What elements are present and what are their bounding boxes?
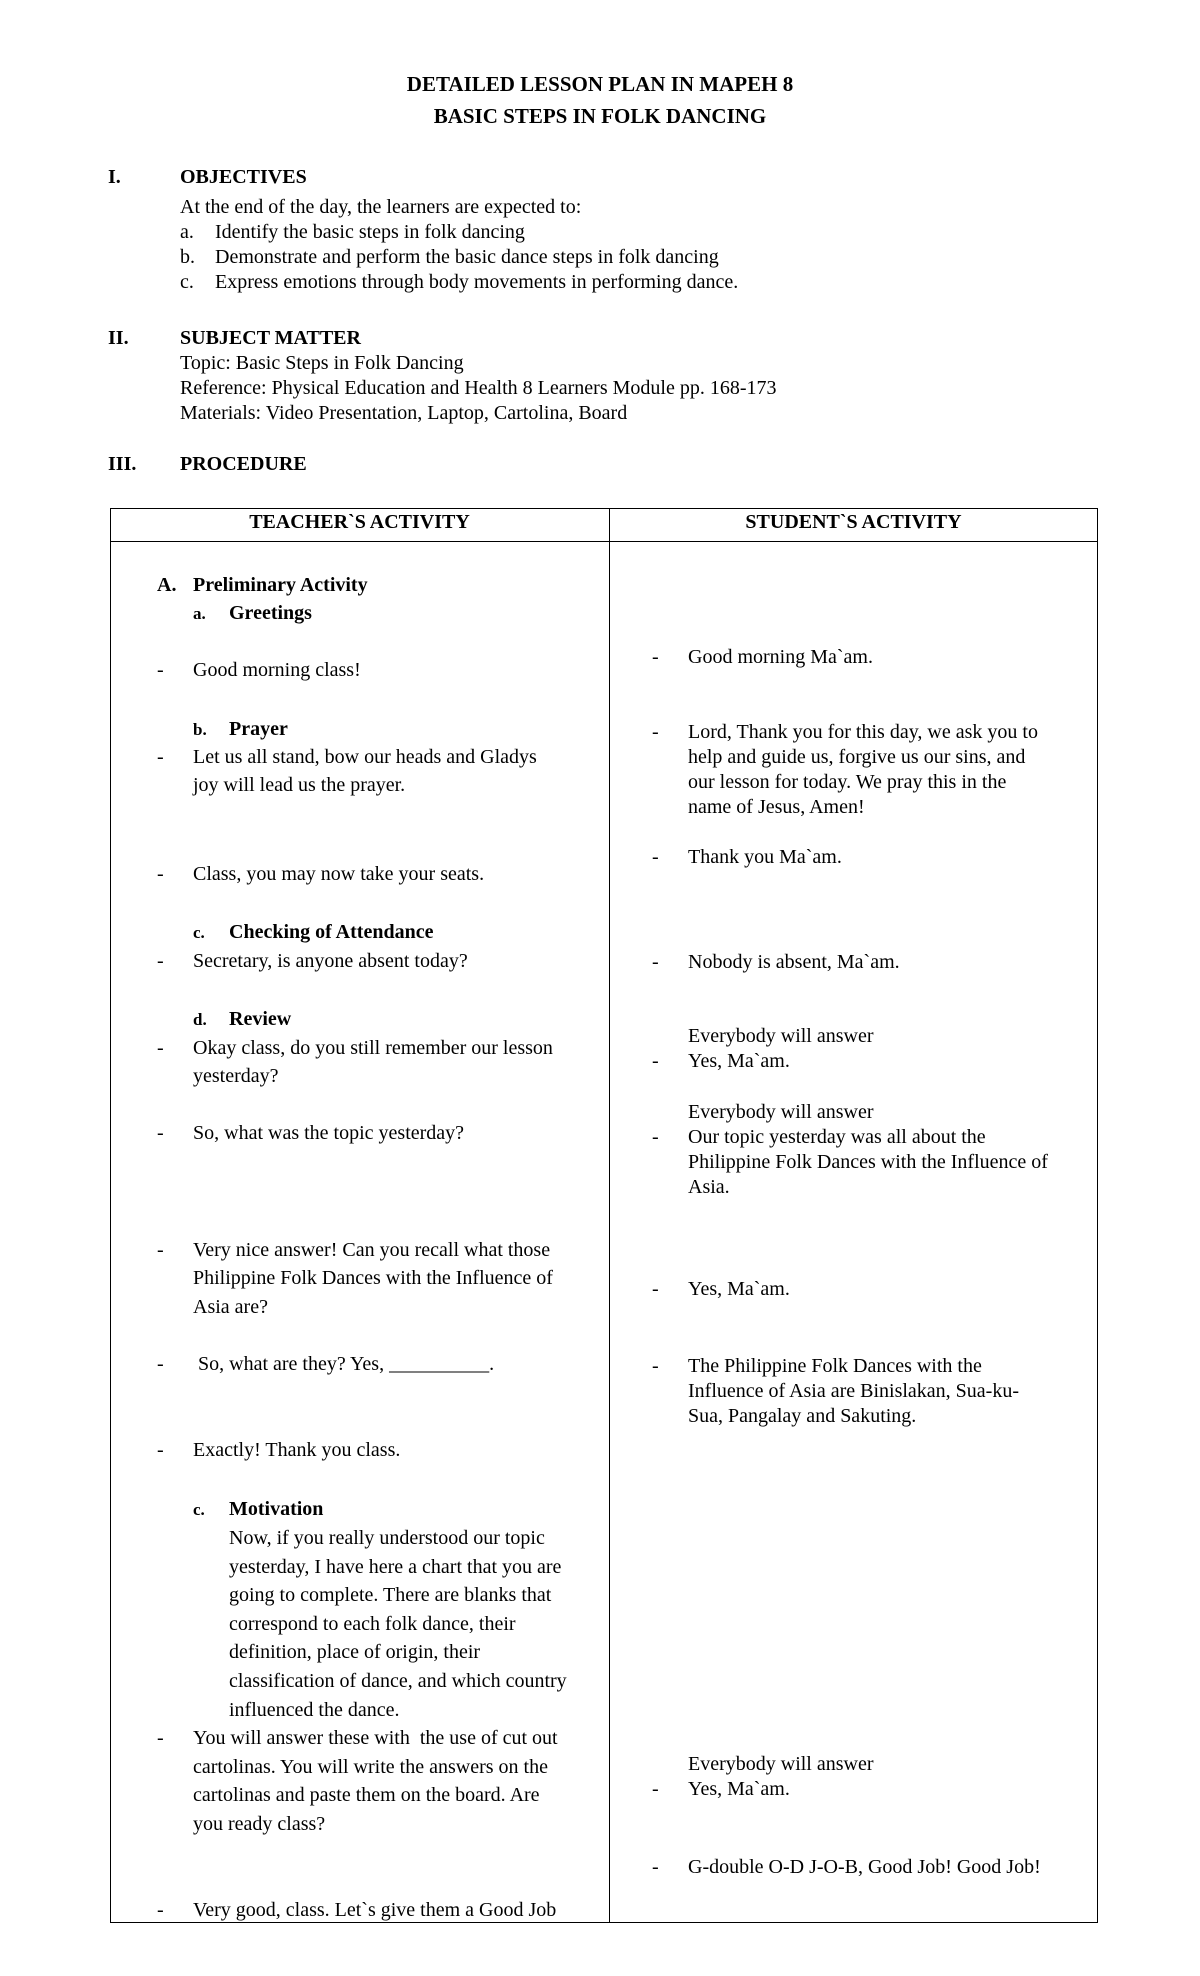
procedure-heading: PROCEDURE [180, 453, 307, 475]
student-line: G-double O-D J-O-B, Good Job! Good Job! [688, 1856, 1041, 1878]
preliminary-activity-heading: Preliminary Activity [193, 574, 368, 596]
section-number-objectives: I. [108, 166, 121, 188]
student-line: Good morning Ma`am. [688, 646, 873, 668]
motivation-line: definition, place of origin, their [229, 1641, 481, 1663]
subsection-letter: d. [193, 1010, 207, 1029]
section-number-procedure: III. [108, 453, 137, 475]
bullet-dash: - [652, 951, 659, 973]
motivation-heading: Motivation [229, 1498, 324, 1520]
teacher-line: cartolinas. You will write the answers on the [193, 1756, 548, 1778]
bullet-dash: - [157, 1122, 164, 1144]
subject-topic: Topic: Basic Steps in Folk Dancing [180, 352, 464, 374]
attendance-heading: Checking of Attendance [229, 921, 434, 943]
teacher-line: Asia are? [193, 1296, 268, 1318]
review-heading: Review [229, 1008, 292, 1030]
document-title: DETAILED LESSON PLAN IN MAPEH 8 [406, 72, 794, 96]
bullet-dash: - [157, 659, 164, 681]
bullet-dash: - [157, 1353, 164, 1375]
prayer-heading: Prayer [229, 718, 288, 740]
student-line: our lesson for today. We pray this in the [688, 771, 1007, 793]
bullet-dash: - [157, 746, 164, 768]
motivation-line: Now, if you really understood our topic [229, 1527, 545, 1549]
student-line: Influence of Asia are Binislakan, Sua-ku- [688, 1380, 1020, 1402]
bullet-dash: - [652, 1050, 659, 1072]
subsection-letter: a. [193, 604, 206, 623]
teacher-activity-header: TEACHER`S ACTIVITY [249, 511, 470, 533]
bullet-dash: - [652, 1355, 659, 1377]
teacher-line: Okay class, do you still remember our lesson [193, 1037, 553, 1059]
bullet-dash: - [652, 721, 659, 743]
subject-reference: Reference: Physical Education and Health 8 Learners Module pp. 168-173 [180, 377, 777, 399]
bullet-dash: - [157, 1037, 164, 1059]
greetings-heading: Greetings [229, 602, 312, 624]
document-subtitle: BASIC STEPS IN FOLK DANCING [433, 104, 767, 128]
student-line: name of Jesus, Amen! [688, 796, 865, 818]
bullet-dash: - [652, 1126, 659, 1148]
teacher-line: Class, you may now take your seats. [193, 863, 485, 885]
teacher-line: So, what was the topic yesterday? [193, 1122, 465, 1144]
bullet-dash: - [652, 646, 659, 668]
bullet-dash: - [652, 1856, 659, 1878]
bullet-dash: - [157, 950, 164, 972]
objective-item: Identify the basic steps in folk dancing [215, 221, 525, 243]
subsection-letter: b. [193, 720, 207, 739]
table-column-divider [609, 508, 610, 1923]
student-line: help and guide us, forgive us our sins, and [688, 746, 1026, 768]
teacher-line: yesterday? [193, 1065, 279, 1087]
objectives-heading: OBJECTIVES [180, 166, 307, 188]
section-number-subject: II. [108, 327, 129, 349]
student-line: Everybody will answer [688, 1101, 874, 1123]
student-line: Philippine Folk Dances with the Influence of [688, 1151, 1048, 1173]
subsection-letter: c. [193, 923, 205, 942]
student-line: The Philippine Folk Dances with the [688, 1355, 982, 1377]
objective-letter: b. [180, 246, 195, 268]
student-line: Yes, Ma`am. [688, 1278, 790, 1300]
table-header-divider [110, 541, 1098, 542]
teacher-line: joy will lead us the prayer. [193, 774, 406, 796]
teacher-line: Very nice answer! Can you recall what those [193, 1239, 551, 1261]
objective-letter: c. [180, 271, 194, 293]
teacher-line: Philippine Folk Dances with the Influence of [193, 1267, 553, 1289]
teacher-line: cartolinas and paste them on the board. Are [193, 1784, 540, 1806]
objective-item: Express emotions through body movements in performing dance. [215, 271, 739, 293]
motivation-line: correspond to each folk dance, their [229, 1613, 516, 1635]
teacher-line: Very good, class. Let`s give them a Good Job [193, 1899, 557, 1921]
objective-letter: a. [180, 221, 194, 243]
bullet-dash: - [652, 846, 659, 868]
teacher-line: Let us all stand, bow our heads and Gladys [193, 746, 537, 768]
student-line: Yes, Ma`am. [688, 1050, 790, 1072]
bullet-dash: - [652, 1278, 659, 1300]
subsection-letter: c. [193, 1500, 205, 1519]
bullet-dash: - [652, 1778, 659, 1800]
teacher-line: You will answer these with the use of cut out [193, 1727, 558, 1749]
student-line: Asia. [688, 1176, 730, 1198]
subject-materials: Materials: Video Presentation, Laptop, Cartolina, Board [180, 402, 628, 424]
teacher-line: you ready class? [193, 1813, 326, 1835]
bullet-dash: - [157, 1727, 164, 1749]
student-line: Nobody is absent, Ma`am. [688, 951, 900, 973]
student-line: Thank you Ma`am. [688, 846, 842, 868]
preliminary-letter: A. [157, 574, 177, 596]
motivation-line: going to complete. There are blanks that [229, 1584, 552, 1606]
motivation-line: yesterday, I have here a chart that you are [229, 1556, 562, 1578]
teacher-line: So, what are they? Yes, __________. [193, 1353, 495, 1375]
teacher-line: Good morning class! [193, 659, 361, 681]
student-line: Sua, Pangalay and Sakuting. [688, 1405, 917, 1427]
objectives-intro: At the end of the day, the learners are expected to: [180, 196, 582, 218]
motivation-line: classification of dance, and which country [229, 1670, 567, 1692]
subject-matter-heading: SUBJECT MATTER [180, 327, 361, 349]
student-line: Everybody will answer [688, 1025, 874, 1047]
bullet-dash: - [157, 1899, 164, 1921]
student-line: Yes, Ma`am. [688, 1778, 790, 1800]
motivation-line: influenced the dance. [229, 1699, 400, 1721]
bullet-dash: - [157, 1439, 164, 1461]
student-line: Our topic yesterday was all about the [688, 1126, 986, 1148]
student-line: Lord, Thank you for this day, we ask you to [688, 721, 1038, 743]
teacher-line: Secretary, is anyone absent today? [193, 950, 468, 972]
bullet-dash: - [157, 863, 164, 885]
student-activity-header: STUDENT`S ACTIVITY [745, 511, 962, 533]
objective-item: Demonstrate and perform the basic dance steps in folk dancing [215, 246, 719, 268]
teacher-line: Exactly! Thank you class. [193, 1439, 401, 1461]
bullet-dash: - [157, 1239, 164, 1261]
student-line: Everybody will answer [688, 1753, 874, 1775]
